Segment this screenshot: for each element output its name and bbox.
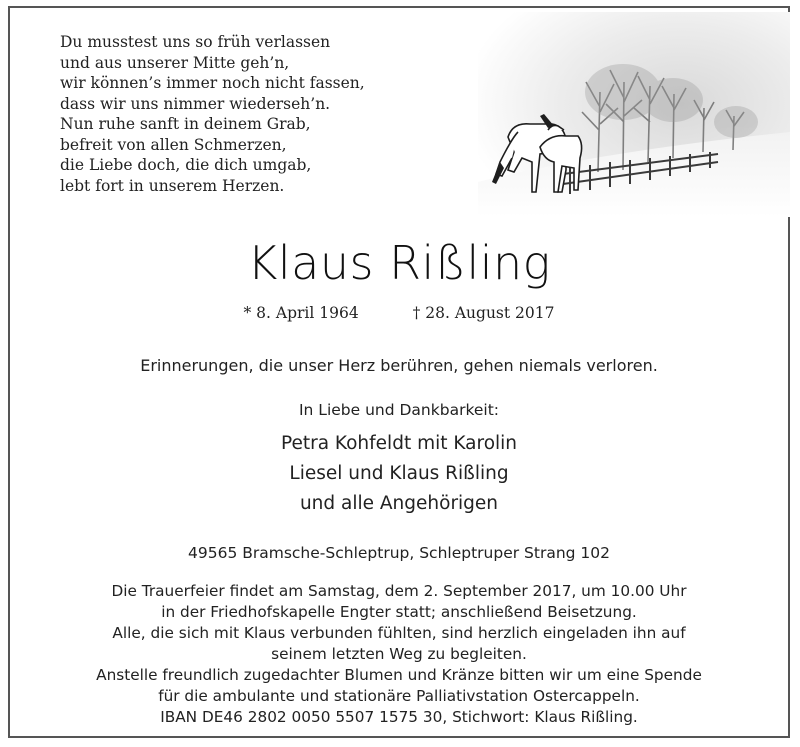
family-line: Liesel und Klaus Rißling bbox=[289, 463, 509, 484]
poem-line: lebt fort in unserem Herzen. bbox=[60, 176, 285, 195]
poem-line: Nun ruhe sanft in deinem Grab, bbox=[60, 115, 311, 133]
poem-line: dass wir uns nimmer wiederseh’n. bbox=[60, 94, 331, 113]
family-address: 49565 Bramsche-Schleptrup, Schleptruper Strang 102 bbox=[188, 544, 610, 562]
family-line: Petra Kohfeldt mit Karolin bbox=[280, 433, 518, 454]
notice-line: für die ambulante und stationäre Palliativstation Ostercappeln. bbox=[158, 687, 640, 705]
notice-line: Anstelle freundlich zugedachter Blumen und Kränze bitten wir um eine Spende bbox=[96, 666, 702, 684]
poem-line: wir können’s immer noch nicht fassen, bbox=[60, 74, 365, 92]
poem-line: befreit von allen Schmerzen, bbox=[60, 135, 287, 154]
poem-line: Du musstest uns so früh verlassen bbox=[60, 33, 331, 51]
notice-line: in der Friedhofskapelle Engter statt; anschließend Beisetzung. bbox=[161, 603, 637, 621]
deceased-name: Klaus Rißling bbox=[247, 236, 551, 290]
death-date: † 28. August 2017 bbox=[412, 304, 555, 322]
winter-horses-image bbox=[478, 12, 790, 217]
notice-line: seinem letzten Weg zu begleiten. bbox=[271, 645, 527, 663]
birth-date: * 8. April 1964 bbox=[243, 304, 359, 322]
notice-line: Die Trauerfeier findet am Samstag, dem 2. September 2017, um 10.00 Uhr bbox=[111, 582, 687, 600]
funeral-notice bbox=[10, 581, 788, 728]
thanks-line: In Liebe und Dankbarkeit: bbox=[298, 401, 500, 419]
family-line: und alle Angehörigen bbox=[299, 493, 499, 514]
notice-line: IBAN DE46 2802 0050 5507 1575 30, Stichwort: Klaus Rißling. bbox=[160, 708, 638, 726]
poem bbox=[60, 32, 365, 196]
poem-line: die Liebe doch, die dich umgab, bbox=[60, 156, 312, 174]
obituary-card bbox=[8, 6, 790, 738]
notice-line: Alle, die sich mit Klaus verbunden fühlten, sind herzlich eingeladen ihn auf bbox=[112, 624, 686, 642]
memorial-quote: Erinnerungen, die unser Herz berühren, gehen niemals verloren. bbox=[140, 356, 658, 375]
poem-line: und aus unserer Mitte geh’n, bbox=[60, 53, 290, 72]
life-dates bbox=[10, 304, 788, 322]
